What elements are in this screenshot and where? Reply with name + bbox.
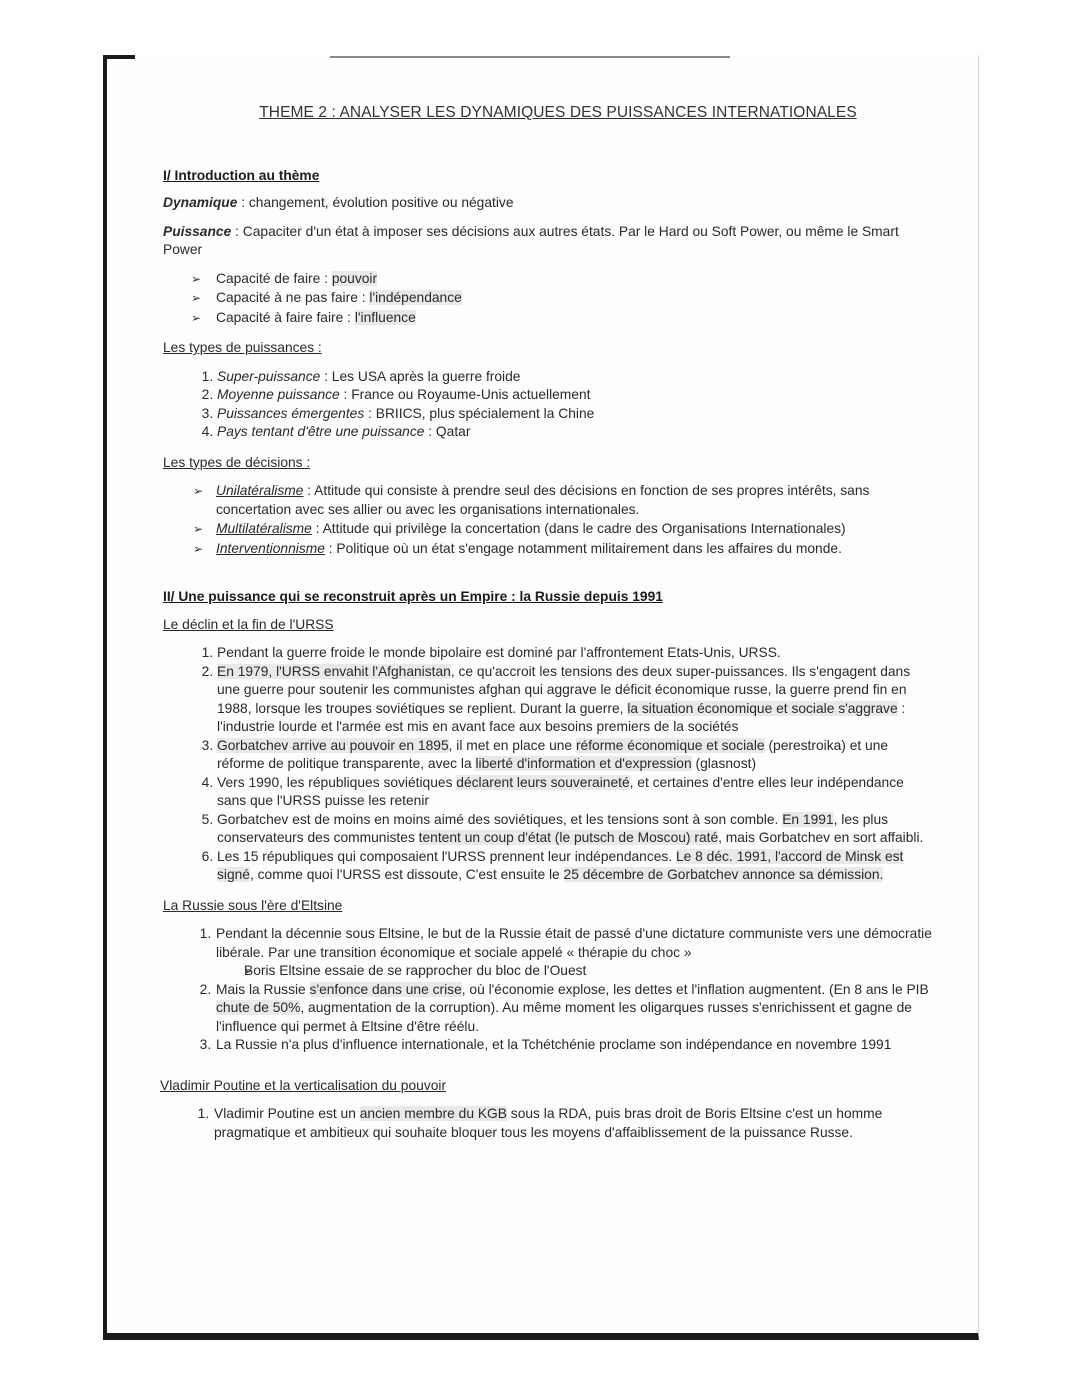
item-text: (glasnost) xyxy=(691,756,757,771)
subheading-declin-urss: Le déclin et la fin de l'URSS xyxy=(163,616,334,632)
highlight-text: la situation économique et sociale s'aggrave xyxy=(627,700,898,716)
term-puissance: Puissance xyxy=(163,223,232,239)
item-text: Vers 1990, les républiques soviétiques xyxy=(217,774,457,790)
list-item xyxy=(217,737,933,774)
sheet-top-edge xyxy=(330,56,730,58)
list-item xyxy=(217,386,933,405)
type-term: Super-puissance xyxy=(217,368,321,384)
subheading-types-puissances: Les types de puissances : xyxy=(163,340,322,355)
highlight-text: s'enfonce dans une crise xyxy=(309,981,462,997)
highlight-text: ancien membre du KGB xyxy=(359,1106,507,1121)
urss-list xyxy=(163,644,933,885)
type-desc: : Qatar xyxy=(424,424,471,439)
highlight-text: En 1991 xyxy=(782,811,834,827)
list-item xyxy=(215,981,933,1037)
decision-term: Unilatéralisme xyxy=(216,483,304,498)
list-item xyxy=(217,774,933,811)
item-text: , et certaines d'entre elles leur indépendance sans que l'URSS puisse les retenir xyxy=(217,774,904,808)
list-item xyxy=(191,270,933,289)
spacer xyxy=(163,1067,933,1077)
list-item xyxy=(217,663,933,737)
item-text: Gorbatchev est de moins en moins aimé des soviétiques, et les tensions sont à son comble. xyxy=(217,811,783,827)
highlight-text: liberté d'information et d'expression xyxy=(475,756,692,771)
item-text: Boris Eltsine essaie de se rapprocher du bloc de l'Ouest xyxy=(244,963,587,978)
item-text: , augmentation de la corruption). Au même moment les oligarques russes s'enrichissent et gagne de l'influence qui permet à Eltsine d'être réélu. xyxy=(216,1000,912,1034)
list-item xyxy=(213,1105,933,1142)
list-item xyxy=(217,811,933,848)
capacity-label: Capacité à ne pas faire : xyxy=(216,290,370,305)
types-puissances-list xyxy=(163,368,933,442)
subheading-poutine: Vladimir Poutine et la verticalisation du pouvoir xyxy=(160,1077,447,1093)
decision-desc: : Politique où un état s'engage notamment militairement dans les affaires du monde. xyxy=(324,540,842,556)
eltsine-list xyxy=(163,925,933,1055)
type-desc: : Les USA après la guerre froide xyxy=(320,368,521,384)
eltsine-sublist xyxy=(216,962,933,981)
subheading-russie-eltsine: La Russie sous l'ère d'Eltsine xyxy=(163,897,343,913)
capacity-value: l'indépendance xyxy=(369,290,462,305)
item-text: Pendant la guerre froide le monde bipolaire est dominé par l'affrontement Etats-Unis, URSS. xyxy=(217,645,781,660)
highlight-text: tentent un coup d'état (le putsch de Moscou) raté xyxy=(418,830,719,845)
highlight-text: chute de 50% xyxy=(216,1000,301,1015)
item-text: La Russie n'a plus d'influence internationale, et la Tchétchénie proclame son indépendance en novembre 1991 xyxy=(216,1037,892,1052)
list-item xyxy=(193,540,933,559)
document-title: THEME 2 : ANALYSER LES DYNAMIQUES DES PUISSANCES INTERNATIONALES xyxy=(259,104,857,121)
list-item xyxy=(193,482,933,519)
item-text: Vladimir Poutine est un xyxy=(214,1106,360,1121)
definition-dynamique-text: : changement, évolution positive ou négative xyxy=(237,195,514,210)
list-item xyxy=(215,925,933,981)
section-heading-russie: II/ Une puissance qui se reconstruit après un Empire : la Russie depuis 1991 xyxy=(163,589,663,604)
types-decisions-list xyxy=(193,482,933,558)
decision-term: Multilatéralisme xyxy=(216,521,312,536)
list-item xyxy=(191,289,933,308)
decision-desc: : Attitude qui consiste à prendre seul des décisions en fonction de ses propres intérêts, sans concertation avec ses allier ou avec les organisations internationales. xyxy=(216,483,870,517)
item-text: , comme quoi l'URSS est dissoute, C'est ensuite le xyxy=(249,867,564,882)
item-text: sous la RDA, puis bras droit de Boris Eltsine c'est un homme pragmatique et ambitieux qui souhaite bloquer tous les moyens d'affaiblissement de la puissance Russe. xyxy=(214,1106,883,1140)
highlight-text: En 1979, l'URSS envahit l'Afghanistan xyxy=(217,663,451,679)
item-text: , ce qu'accroit les tensions des deux super-puissances. Ils s'engagent dans une guerre pour soutenir les communistes afghan qui aggrave le déficit économique russe, la guerre prend fin en 1988, lorsque les troupes soviétiques se replient. Durant la guerre, xyxy=(217,663,911,716)
type-term: Puissances émergentes xyxy=(217,405,365,421)
highlight-text: Le 8 déc. 1991, l'accord de Minsk est signé xyxy=(217,848,904,882)
item-text: Les 15 républiques qui composaient l'URSS prennent leur indépendances. xyxy=(217,848,676,864)
item-text: , mais Gorbatchev en sort affaibli. xyxy=(718,830,924,845)
spacer xyxy=(163,570,933,588)
list-item xyxy=(191,309,933,328)
item-text: , il met en place une xyxy=(448,737,576,753)
sheet-corner-shadow xyxy=(103,55,135,59)
decision-term: Interventionnisme xyxy=(216,540,325,556)
highlight-text: Gorbatchev arrive au pouvoir en 1895 xyxy=(217,737,449,753)
capacity-value: l'influence xyxy=(354,309,416,325)
item-text: (perestroika) et une réforme de politique transparente, avec la xyxy=(217,737,889,771)
capacity-label: Capacité à faire faire : xyxy=(216,309,355,325)
type-desc: : France ou Royaume-Unis actuellement xyxy=(339,387,591,402)
section-heading-introduction: I/ Introduction au thème xyxy=(163,167,320,183)
poutine-list xyxy=(163,1105,933,1142)
list-item xyxy=(217,405,933,424)
highlight-text: 25 décembre de Gorbatchev annonce sa démission. xyxy=(563,867,884,882)
capacity-label: Capacité de faire : xyxy=(216,270,332,286)
item-text: : l'industrie lourde et l'armée est mis en avant face aux besoins premiers de la sociétés xyxy=(217,700,906,734)
term-dynamique: Dynamique xyxy=(163,195,238,210)
item-text: Pendant la décennie sous Eltsine, le but de la Russie était de passé d'une dictature communiste vers une démocratie libérale. Par une transition économique et sociale appelé « thérapie du choc » xyxy=(216,926,932,960)
list-item xyxy=(217,368,933,387)
type-desc: : BRIICS, plus spécialement la Chine xyxy=(364,405,595,421)
document-body xyxy=(160,104,933,1154)
item-text: Mais la Russie xyxy=(216,981,310,997)
list-item xyxy=(193,520,933,539)
decision-desc: : Attitude qui privilège la concertation (dans le cadre des Organisations Internationales) xyxy=(311,521,846,536)
definition-dynamique xyxy=(163,194,933,213)
definition-puissance xyxy=(163,223,933,260)
list-item xyxy=(217,848,933,885)
highlight-text: déclarent leurs souveraineté xyxy=(456,774,630,790)
subheading-types-decisions: Les types de décisions : xyxy=(163,454,311,470)
list-item xyxy=(217,644,933,663)
capacity-value: pouvoir xyxy=(331,270,378,286)
type-term: Pays tentant d'être une puissance xyxy=(217,424,425,439)
definition-puissance-text: : Capaciter d'un état à imposer ses décisions aux autres états. Par le Hard ou Soft Power, ou même le Smart Power xyxy=(163,223,899,257)
highlight-text: réforme économique et sociale xyxy=(575,737,765,753)
item-text: , les plus conservateurs des communistes xyxy=(217,811,889,845)
item-text: , où l'économie explose, les dettes et l'inflation augmentent. (En 8 ans le PIB xyxy=(461,981,929,997)
list-item xyxy=(217,423,933,442)
type-term: Moyenne puissance xyxy=(217,387,340,402)
list-item xyxy=(215,1036,933,1055)
list-item xyxy=(243,962,933,981)
capacities-list xyxy=(191,270,933,328)
